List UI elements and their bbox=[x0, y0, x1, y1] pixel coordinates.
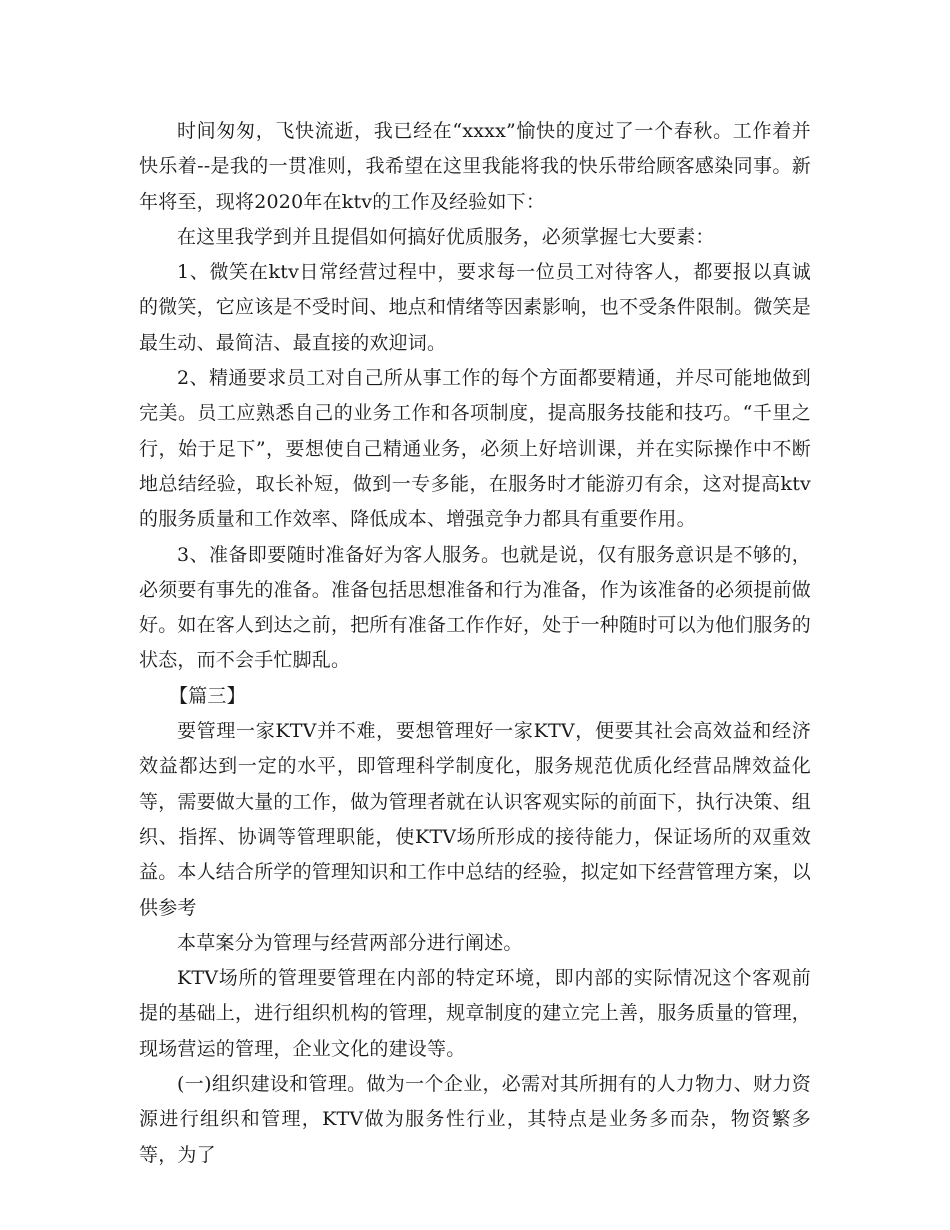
paragraph-draft-structure: 本草案分为管理与经营两部分进行阐述。 bbox=[177, 931, 523, 954]
paragraph-intro: 时间匆匆，飞快流逝，我已经在“xxxx”愉快的度过了一个春秋。工作着并快乐着--是我的一贯准则，我希望在这里我能将我的快乐带给顾客感染同事。新年将至，现将2020年在ktv的工作及经验如下： bbox=[139, 120, 811, 213]
paragraph-internal-management: KTV场所的管理要管理在内部的特定环境，即内部的实际情况这个客观前提的基础上，进行组织机构的管理，规章制度的建立完上善，服务质量的管理，现场营运的管理，企业文化的建设等。 bbox=[139, 967, 812, 1060]
document-body bbox=[139, 114, 811, 1173]
paragraph-management-overview: 要管理一家KTV并不难，要想管理好一家KTV，便要其社会高效益和经济效益都达到一定的水平，即管理科学制度化，服务规范优质化经营品牌效益化等，需要做大量的工作，做为管理者就在认识客观实际的前面下，执行决策、组织、指挥、协调等管理职能，使KTV场所形成的接待能力，保证场所的双重效益。本人结合所学的管理知识和工作中总结的经验，拟定如下经营管理方案，以供参考 bbox=[139, 720, 812, 919]
paragraph-organization-building: (一)组织建设和管理。做为一个企业，必需对其所拥有的人力物力、财力资源进行组织和管理，KTV做为服务性行业，其特点是业务多而杂，物资繁多等，为了 bbox=[139, 1073, 811, 1166]
paragraph-item-preparation: 3、准备即要随时准备好为客人服务。也就是说，仅有服务意识是不够的，必须要有事先的准备。准备包括思想准备和行为准备，作为该准备的必须提前做好。如在客人到达之前，把所有准备工作作好，处于一种随时可以为他们服务的状态，而不会手忙脚乱。 bbox=[139, 543, 812, 672]
section-heading: 【篇三】 bbox=[169, 684, 246, 707]
paragraph-seven-elements: 在这里我学到并且提倡如何搞好优质服务，必须掌握七大要素： bbox=[177, 225, 715, 248]
paragraph-item-proficiency: 2、精通要求员工对自己所从事工作的每个方面都要精通，并尽可能地做到完美。员工应熟悉自己的业务工作和各项制度，提高服务技能和技巧。“千里之行，始于足下”，要想使自己精通业务，必须上好培训课，并在实际操作中不断地总结经验，取长补短，做到一专多能，在服务时才能游刃有余，这对提高ktv的服务质量和工作效率、降低成本、增强竞争力都具有重要作用。 bbox=[139, 367, 811, 531]
paragraph-item-smile: 1、微笑在ktv日常经营过程中，要求每一位员工对待客人，都要报以真诚的微笑，它应该是不受时间、地点和情绪等因素影响，也不受条件限制。微笑是最生动、最简洁、最直接的欢迎词。 bbox=[139, 261, 812, 354]
